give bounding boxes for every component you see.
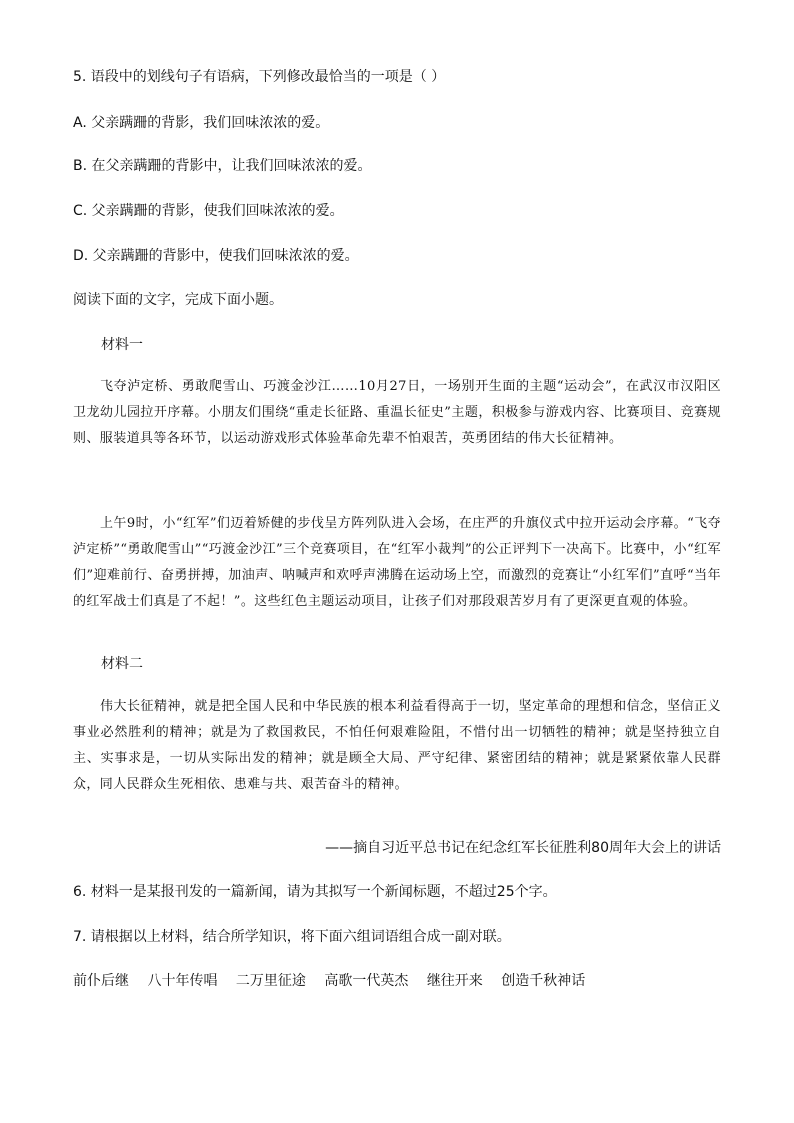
word-groups (73, 971, 585, 991)
word-group: 前仆后继 (73, 973, 129, 989)
option-b: B. 在父亲蹒跚的背影中，让我们回味浓浓的爱。 (73, 158, 372, 174)
material-2-source: ——摘自习近平总书记在纪念红军长征胜利80周年大会上的讲话 (325, 840, 721, 856)
word-group: 八十年传唱 (147, 973, 218, 989)
material-2-paragraph: 伟大长征精神，就是把全国人民和中华民族的根本利益看得高于一切，坚定革命的理想和信念，坚信正义事业必然胜利的精神；就是为了救国救民，不怕任何艰难险阻，不惜付出一切牺牲的精神；就是坚持独立自主、实事求是，一切从实际出发的精神；就是顾全大局、严守纪律、紧密团结的精神；就是紧紧依靠人民群众，同人民群众生死相依、患难与共、艰苦奋斗的精神。 (73, 699, 721, 792)
word-group: 高歌一代英杰 (324, 973, 409, 989)
option-a: A. 父亲蹒跚的背影，我们回味浓浓的爱。 (73, 115, 330, 131)
word-group: 继往开来 (426, 973, 483, 989)
material-2-heading: 材料二 (101, 656, 143, 672)
question-6: 6. 材料一是某报刊发的一篇新闻，请为其拟写一个新闻标题，不超过25个字。 (73, 884, 557, 900)
option-c: C. 父亲蹒跚的背影，使我们回味浓浓的爱。 (73, 203, 344, 219)
word-group: 创造千秋神话 (501, 973, 586, 989)
word-group: 二万里征途 (235, 973, 306, 989)
material-1-heading: 材料一 (101, 337, 143, 353)
question-7: 7. 请根据以上材料，结合所学知识，将下面六组词语组合成一副对联。 (73, 929, 511, 945)
question-5-stem: 5. 语段中的划线句子有语病，下列修改最恰当的一项是（ ） (73, 69, 446, 85)
material-1-paragraph-1: 飞夺泸定桥、勇敢爬雪山、巧渡金沙江……10月27日，一场别开生面的主题“运动会”，在武汉市汉阳区卫龙幼儿园拉开序幕。小朋友们围绕“重走长征路、重温长征史”主题，积极参与游戏内容、比赛项目、竞赛规则、服装道具等各环节，以运动游戏形式体验革命先辈不怕艰苦，英勇团结的伟大长征精神。 (73, 379, 721, 446)
option-d: D. 父亲蹒跚的背影中，使我们回味浓浓的爱。 (73, 248, 359, 264)
reading-instruction: 阅读下面的文字，完成下面小题。 (73, 292, 283, 308)
material-1-paragraph-2: 上午9时，小“红军”们迈着矫健的步伐呈方阵列队进入会场，在庄严的升旗仪式中拉开运动会序幕。“飞夺泸定桥”“勇敢爬雪山”“巧渡金沙江”三个竞赛项目，在“红军小裁判”的公正评判下一决高下。比赛中，小“红军们”迎难前行、奋勇拼搏，加油声、呐喊声和欢呼声沸腾在运动场上空，而激烈的竞赛让“小红军们”直呼“当年的红军战士们真是了不起！”。这些红色主题运动项目，让孩子们对那段艰苦岁月有了更深更直观的体验。 (73, 516, 721, 609)
